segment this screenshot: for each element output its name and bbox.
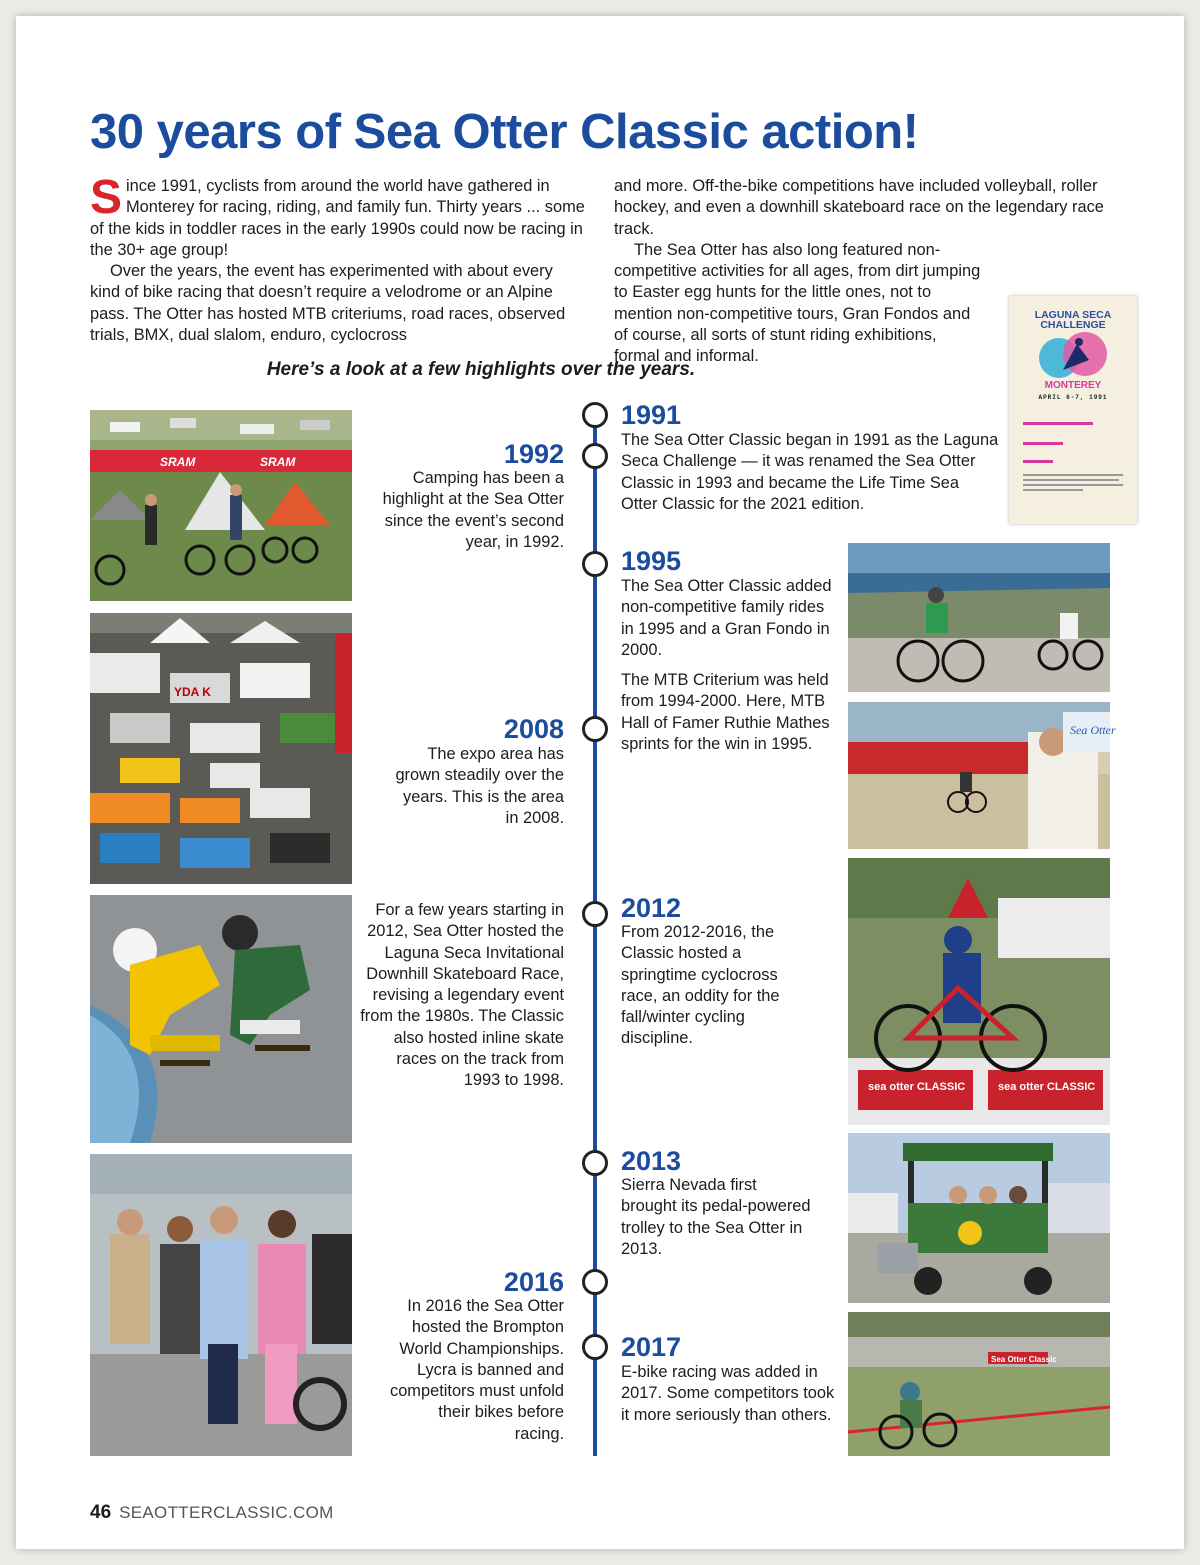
photo-expo-2008: [90, 613, 352, 884]
year-2017: 2017: [621, 1332, 682, 1362]
magazine-page: [16, 16, 1184, 1549]
cx-banner-left: sea otter CLASSIC: [868, 1081, 966, 1093]
svg-text:SRAM: SRAM: [260, 455, 296, 469]
camping-banner-text: SRAM: [160, 455, 196, 469]
timeline-subhead: Here’s a look at a few highlights over the years.: [266, 359, 696, 380]
entry-2016-text: In 2016 the Sea Otter hosted the Brompton World Championships. Lycra is banned and competitors must unfold their bikes before racing.: [390, 1297, 564, 1443]
entry-2008-text: The expo area has grown steadily over the years. This is the area in 2008.: [395, 745, 564, 827]
entry-1992-text: Camping has been a highlight at the Sea Otter since the event’s second year, in 1992.: [382, 469, 564, 551]
intro-paragraph: Over the years, the event has experimented with about every kind of bike racing that doesn’t require a velodrome or an Alpine pass. The Otter has hosted MTB criteriums, road races, observed trials, BMX, dual slalom, enduro, cyclocross: [90, 262, 566, 345]
expo-banner-text: YDA K: [174, 685, 211, 699]
entry-2017-text: E-bike racing was added in 2017. Some competitors took it more seriously than others.: [621, 1363, 835, 1424]
year-1995: 1995: [621, 546, 682, 576]
photo-ebike-2017: [848, 1312, 1110, 1456]
page-title: 30 years of Sea Otter Classic action!: [90, 105, 919, 159]
page-footer: [90, 1502, 334, 1524]
photo-family-ride-1995: [848, 543, 1110, 692]
intro-paragraph: and more. Off-the-bike competitions have included volleyball, roller hockey, and even a downhill skateboard race on the legendary race track.: [614, 177, 1104, 238]
poster-title: LAGUNA SECA CHALLENGE: [1034, 309, 1112, 331]
timeline-node-2016: [582, 1269, 608, 1295]
entry-skateboard-text: For a few years starting in 2012, Sea Otter hosted the Laguna Seca Invitational Downhill Skateboard Race, revising a legendary event from the 1980s. The Classic also hosted inline skate races on the track from 1993 to 1998.: [360, 901, 564, 1090]
laguna-seca-poster: [1009, 296, 1137, 524]
timeline-node-2017: [582, 1334, 608, 1360]
year-2012: 2012: [621, 893, 682, 923]
timeline-node-1992: [582, 443, 608, 469]
photo-camping-1992: [90, 410, 352, 601]
entry-2012-text: From 2012-2016, the Classic hosted a springtime cyclocross race, an oddity for the fall/winter cycling discipline.: [621, 923, 780, 1048]
poster-date: APRIL 6-7, 1991: [1038, 394, 1108, 401]
drop-cap: S: [90, 171, 123, 224]
entry-1995-crit-text: The MTB Criterium was held from 1994-2000. Here, MTB Hall of Famer Ruthie Mathes sprints for the win in 1995.: [621, 671, 830, 753]
poster-city: MONTEREY: [1044, 380, 1102, 391]
photo-cyclocross-2012: [848, 858, 1110, 1125]
photo-trolley-2013: [848, 1133, 1110, 1303]
cx-banner-right: sea otter CLASSIC: [998, 1081, 1096, 1093]
intro-column-left: [90, 171, 586, 346]
year-1992: 1992: [503, 439, 564, 469]
footer-website: SEAOTTERCLASSIC.COM: [119, 1503, 334, 1522]
entry-1995-text: The Sea Otter Classic added non-competitive family rides in 1995 and a Gran Fondo in 2000.: [621, 577, 832, 659]
year-2008: 2008: [503, 714, 564, 744]
entry-2013-text: Sierra Nevada first brought its pedal-powered trolley to the Sea Otter in 2013.: [621, 1176, 811, 1258]
poster-cyclist-art: [1029, 330, 1117, 380]
timeline-node-1995: [582, 551, 608, 577]
crit-banner-text: Sea Otter: [1070, 723, 1116, 737]
poster-fine-print: [1019, 416, 1127, 512]
photo-skateboard-race: [90, 895, 352, 1143]
page-number: 46: [90, 1502, 112, 1523]
timeline-node-2012: [582, 901, 608, 927]
timeline-node-2013: [582, 1150, 608, 1176]
ebike-banner-text: Sea Otter Classic: [991, 1355, 1057, 1364]
year-2016: 2016: [503, 1267, 564, 1297]
year-2013: 2013: [621, 1146, 682, 1176]
entry-1991-text: The Sea Otter Classic began in 1991 as the Laguna Seca Challenge — it was renamed the Sea Otter Classic in 1993 and became the Life Time Sea Otter Classic for the 2021 edition.: [621, 431, 999, 513]
timeline-node-1991: [582, 402, 608, 428]
intro-paragraph: [90, 171, 586, 261]
photo-mtb-criterium-1995: [848, 702, 1116, 849]
intro-paragraph: The Sea Otter has also long featured non-competitive activities for all ages, from dirt jumping to Easter egg hunts for the little ones, not to mention non-competitive tours, Gran Fondos and of course, all sorts of stunt riding exhibitions, formal and informal.: [614, 240, 981, 366]
photo-brompton-2016: [90, 1154, 352, 1456]
year-1991: 1991: [621, 400, 682, 430]
intro-paragraph-text: ince 1991, cyclists from around the world have gathered in Monterey for racing, riding, and family fun. Thirty years ... some of the kids in toddler races in the early 1990s could now be racing in the 30+ age group!: [90, 177, 585, 259]
timeline-node-2008: [582, 716, 608, 742]
